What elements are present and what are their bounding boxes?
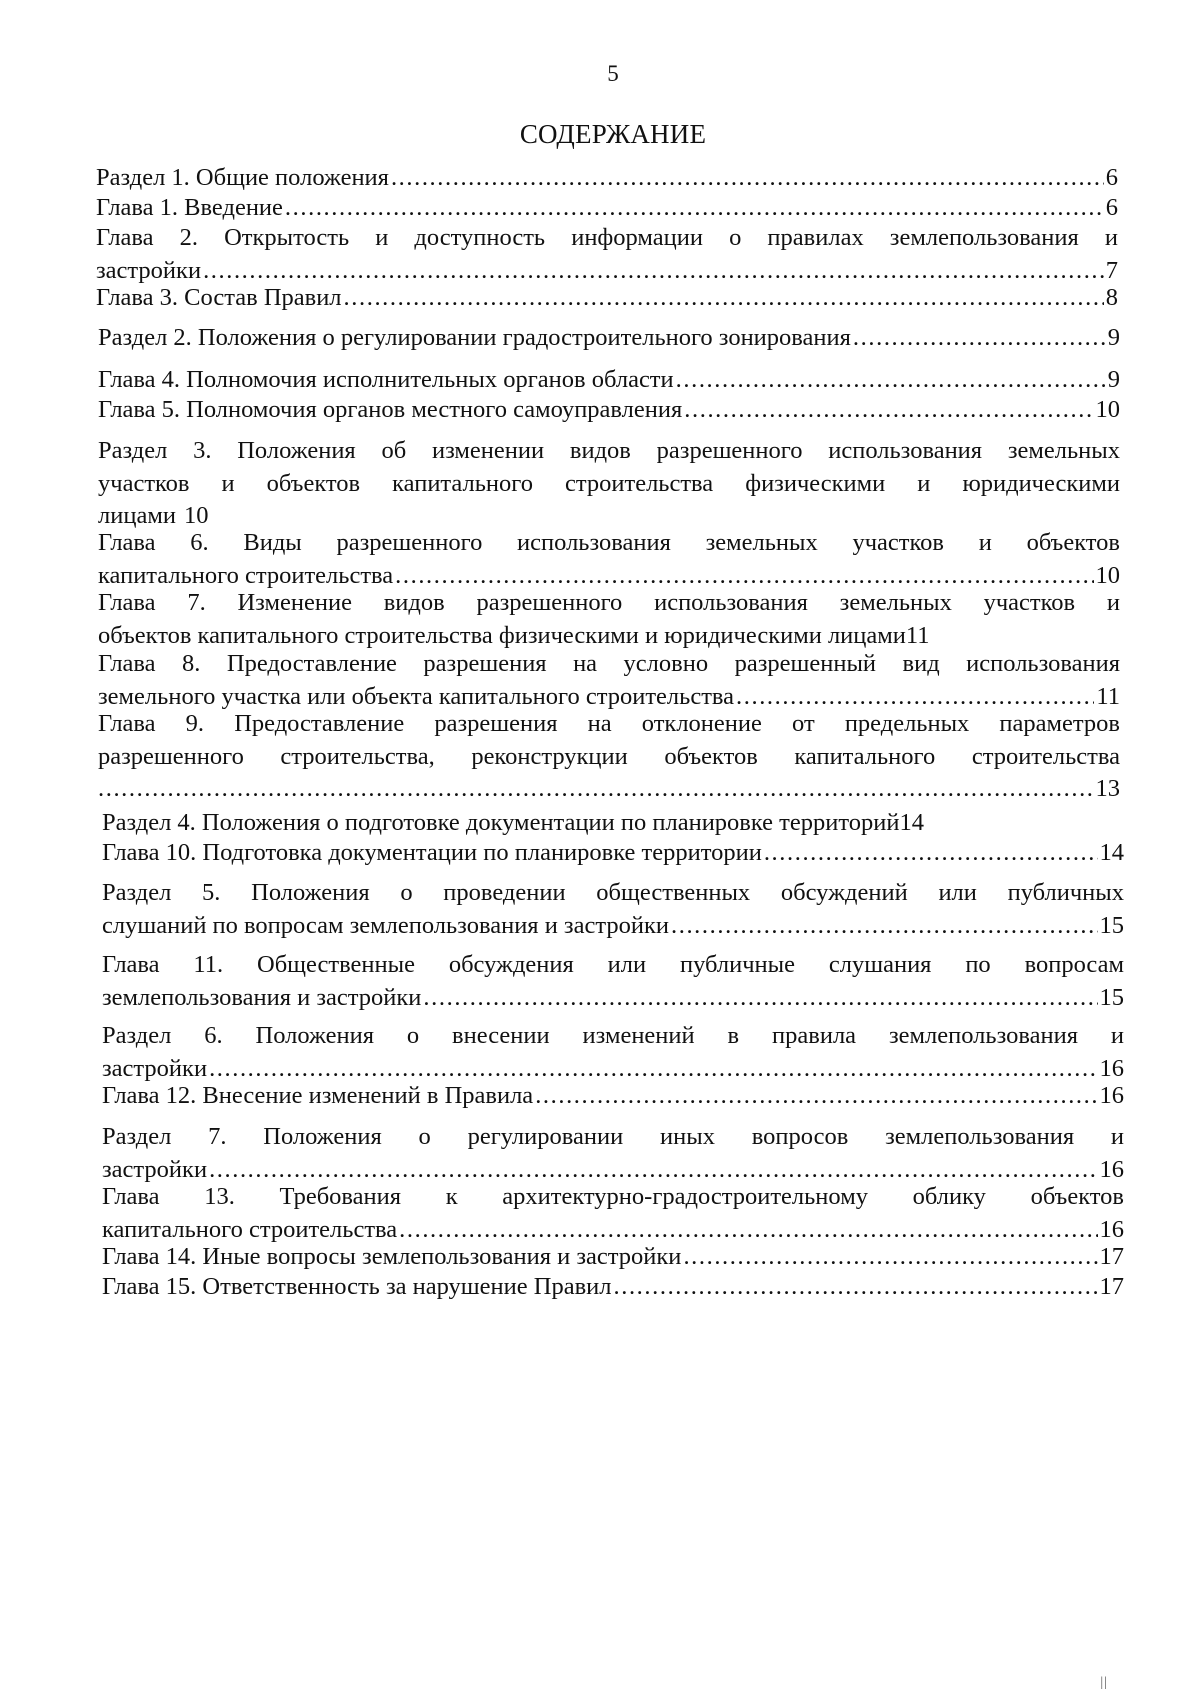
toc-entry-g6[interactable] <box>98 527 1120 592</box>
toc-entry-g2[interactable] <box>96 222 1118 287</box>
toc-dot-leader <box>344 282 1104 315</box>
toc-page-number: 14 <box>899 809 924 836</box>
page-number: 5 <box>607 61 619 86</box>
toc-entry-title: капитального строительства <box>98 561 394 589</box>
toc-entry-title: Глава 3. Состав Правил <box>96 284 342 311</box>
toc-entry-g4[interactable] <box>98 364 1120 397</box>
toc-entry-title: застройки <box>102 1155 208 1183</box>
toc-dot-leader <box>285 192 1104 225</box>
toc-entry-r2[interactable] <box>98 322 1120 355</box>
toc-dot-leader <box>423 982 1097 1015</box>
toc-entry-last-line <box>96 192 1118 225</box>
toc-page-number: 15 <box>1099 911 1124 939</box>
toc-entry-title: объектов капитального строительства физическими и юридическими лицами <box>98 621 906 649</box>
toc-entry-r6[interactable] <box>102 1020 1124 1085</box>
toc-entry-title: капитального строительства <box>102 1215 398 1243</box>
toc-page-number: 17 <box>1099 1273 1124 1300</box>
toc-entry-title: застройки <box>102 1054 208 1082</box>
toc-entry-title: землепользования и застройки <box>102 983 422 1011</box>
toc-entry-last-line <box>98 394 1120 427</box>
toc-entry-line: Глава 13. Требования к архитектурно-градостроительному облику объектов <box>102 1183 1124 1210</box>
toc-entry-g8[interactable] <box>98 648 1120 713</box>
toc-entry-line: разрешенного строительства, реконструкции объектов капитального строительства <box>98 742 1120 770</box>
toc-entry-line: Глава 2. Открытость и доступность информации о правилах землепользования и <box>96 224 1118 251</box>
toc-entry-line: Глава 7. Изменение видов разрешенного использования земельных участков и <box>98 589 1120 616</box>
toc-entry-last-line <box>102 910 1124 943</box>
toc-dot-leader <box>684 394 1093 427</box>
toc-entry-title: Глава 10. Подготовка документации по планировке территории <box>102 839 762 866</box>
toc-dot-leader <box>853 322 1106 355</box>
toc-dot-leader <box>671 910 1098 943</box>
toc-entry-line: участков и объектов капитального строительства физическими и юридическими <box>98 469 1120 497</box>
toc-page-number: 9 <box>1107 324 1120 351</box>
toc-dot-leader <box>98 773 1094 806</box>
toc-entry-line: Глава 9. Предоставление разрешения на отклонение от предельных параметров <box>98 710 1120 737</box>
toc-entry-title: Глава 1. Введение <box>96 194 283 221</box>
toc-entry-last-line <box>98 364 1120 397</box>
toc-entry-last-line <box>102 807 1124 840</box>
toc-entry-title: слушаний по вопросам землепользования и застройки <box>102 911 669 939</box>
toc-entry-title: Глава 12. Внесение изменений в Правила <box>102 1082 534 1109</box>
toc-page-number: 6 <box>1105 164 1118 191</box>
toc-entry-line: Раздел 3. Положения об изменении видов разрешенного использования земельных <box>98 437 1120 464</box>
toc-entry-r7[interactable] <box>102 1121 1124 1186</box>
toc-page-number: 13 <box>1095 775 1120 802</box>
toc-entry-title: Глава 14. Иные вопросы землепользования и застройки <box>102 1243 682 1270</box>
toc-entry-title: Раздел 2. Положения о регулировании градостроительного зонирования <box>98 324 851 351</box>
toc-entry-g12[interactable] <box>102 1080 1124 1113</box>
toc-entry-last-line <box>96 282 1118 315</box>
toc-entry-g3[interactable] <box>96 282 1118 315</box>
toc-dot-leader <box>676 364 1106 397</box>
toc-page-number: 11 <box>905 621 930 649</box>
toc-entry-title: лицами <box>98 502 176 529</box>
toc-entry-g5[interactable] <box>98 394 1120 427</box>
toc-entry-line: Раздел 5. Положения о проведении общественных обсуждений или публичных <box>102 879 1124 906</box>
toc-dot-leader <box>614 1271 1098 1304</box>
toc-entry-g13[interactable] <box>102 1181 1124 1246</box>
toc-entry-line: Глава 8. Предоставление разрешения на условно разрешенный вид использования <box>98 650 1120 677</box>
toc-entry-last-line <box>102 982 1124 1015</box>
toc-entry-g15[interactable] <box>102 1271 1124 1304</box>
toc-page-number: 10 <box>1095 561 1120 589</box>
toc-entry-title: застройки <box>96 256 202 284</box>
toc-entry-g7[interactable] <box>98 587 1120 652</box>
toc-page-number: 16 <box>1099 1155 1124 1183</box>
toc-entry-r1[interactable] <box>96 162 1118 195</box>
page-title: СОДЕРЖАНИЕ <box>519 119 707 149</box>
toc-page-number: 7 <box>1105 256 1118 284</box>
toc-entry-last-line <box>96 162 1118 195</box>
scan-mark: || <box>1100 1675 1108 1690</box>
toc-dot-leader <box>391 162 1104 195</box>
toc-dot-leader <box>683 1241 1097 1274</box>
toc-entry-title: Глава 5. Полномочия органов местного самоуправления <box>98 396 683 423</box>
toc-entry-last-line <box>102 837 1124 870</box>
toc-page-number: 17 <box>1099 1243 1124 1270</box>
toc-dot-leader <box>764 837 1098 870</box>
toc-page-number: 10 <box>1095 396 1120 423</box>
toc-entry-title: земельного участка или объекта капитального строительства <box>98 682 735 710</box>
toc-page-number: 9 <box>1107 366 1120 393</box>
toc-entry-title: Глава 4. Полномочия исполнительных органов области <box>98 366 674 393</box>
toc-entry-last-line <box>102 1241 1124 1274</box>
toc-entry-line: Раздел 6. Положения о внесении изменений в правила землепользования и <box>102 1022 1124 1049</box>
toc-page-number: 6 <box>1105 194 1118 221</box>
toc-page-number: 8 <box>1105 284 1118 311</box>
toc-entry-last-line <box>102 1271 1124 1304</box>
toc-page-number: 11 <box>1096 682 1120 710</box>
toc-entry-last-line <box>98 322 1120 355</box>
toc-entry-last-line <box>98 773 1120 806</box>
toc-entry-g1[interactable] <box>96 192 1118 225</box>
toc-entry-last-line <box>102 1080 1124 1113</box>
toc-entry-line: Глава 6. Виды разрешенного использования земельных участков и объектов <box>98 529 1120 556</box>
toc-entry-title: Раздел 4. Положения о подготовке документации по планировке территорий <box>102 809 900 836</box>
toc-entry-r3[interactable] <box>98 435 1120 533</box>
toc-dot-leader <box>535 1080 1097 1113</box>
toc-page-number: 10 <box>183 502 209 529</box>
toc-entry-r5[interactable] <box>102 877 1124 942</box>
toc-page-number: 16 <box>1099 1082 1124 1109</box>
toc-entry-line: Глава 11. Общественные обсуждения или публичные слушания по вопросам <box>102 951 1124 978</box>
toc-entry-g11[interactable] <box>102 949 1124 1014</box>
toc-page-number: 16 <box>1099 1054 1124 1082</box>
toc-page-number: 16 <box>1099 1215 1124 1243</box>
toc-entry-g9[interactable] <box>98 708 1120 806</box>
toc-entry-title: Глава 15. Ответственность за нарушение Правил <box>102 1273 612 1300</box>
toc-entry-g14[interactable] <box>102 1241 1124 1274</box>
toc-page-number: 14 <box>1099 839 1124 866</box>
toc-entry-title: Раздел 1. Общие положения <box>96 164 389 191</box>
toc-entry-line: Раздел 7. Положения о регулировании иных вопросов землепользования и <box>102 1123 1124 1150</box>
toc-entry-g10[interactable] <box>102 837 1124 870</box>
toc-page-number: 15 <box>1099 983 1124 1011</box>
toc-entry-r4[interactable] <box>102 807 1124 840</box>
